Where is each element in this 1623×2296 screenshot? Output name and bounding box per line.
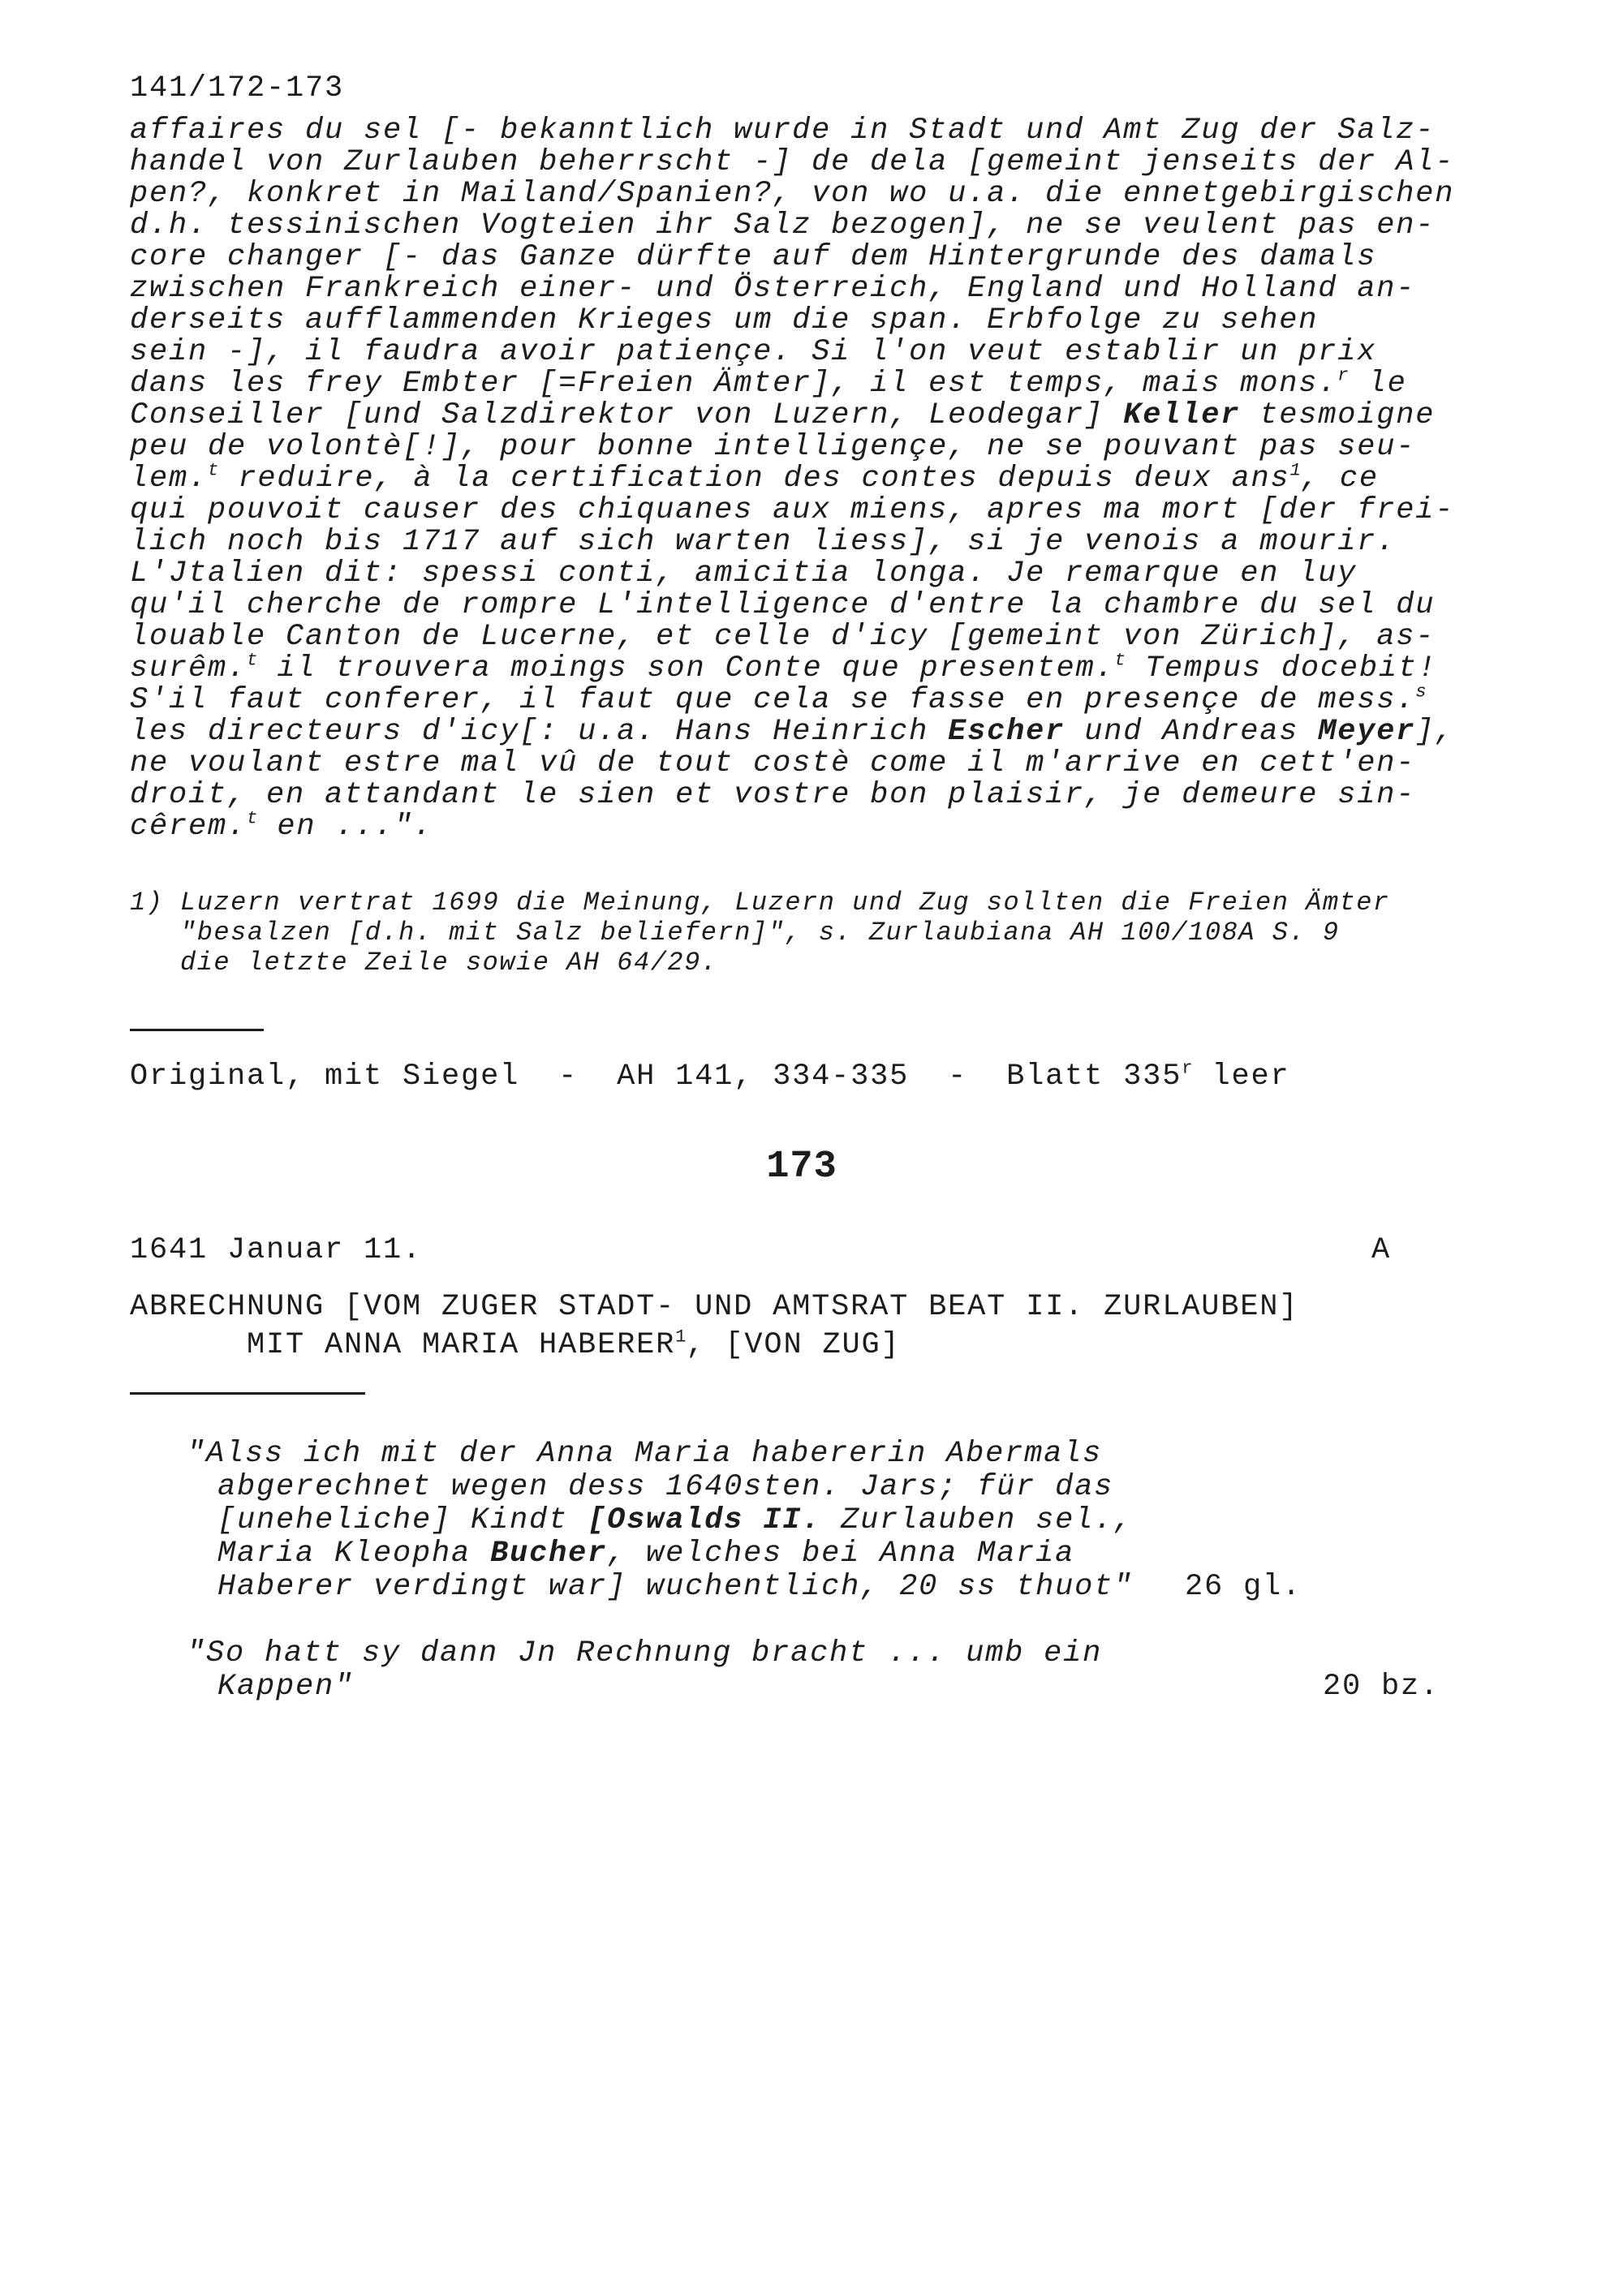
letter-transcription — [130, 115, 1454, 843]
text-segment: reduire, à la certification des contes depuis deux ans — [218, 462, 1290, 496]
text-line — [130, 1288, 1298, 1326]
text-line — [130, 1326, 1298, 1365]
superscript-text: t — [1114, 650, 1126, 671]
text-line — [130, 337, 1454, 368]
text-segment: handel von Zurlauben beherrscht -] de dela [gemeint jenseits der Al- — [130, 145, 1455, 179]
text-segment: "Alss ich mit der Anna Maria habererin Abermals — [187, 1437, 1103, 1471]
text-segment: Kappen" — [217, 1670, 355, 1704]
text-segment: ne voulant estre mal vû de tout costè come il m'arrive en cett'en- — [130, 746, 1416, 780]
account-quote-1 — [187, 1437, 1302, 1604]
text-line: "besalzen [d.h. mit Salz beliefern]", s. Zurlaubiana AH 100/108A S. 9 — [180, 918, 1340, 948]
text-line — [130, 716, 1454, 748]
account-quote-1-text — [187, 1438, 1133, 1604]
text-segment: qui pouvoit causer des chiquanes aux miens, apres ma mort [der frei- — [130, 493, 1455, 527]
text-segment: "So hatt sy dann Jn Rechnung bracht ... umb ein — [187, 1636, 1103, 1670]
text-line — [130, 115, 1454, 147]
text-line — [130, 432, 1454, 463]
entry-date-row — [130, 1233, 1391, 1267]
entry-title — [130, 1288, 1298, 1365]
superscript-text: t — [247, 808, 258, 829]
text-segment: d.h. tessinischen Vogteien ihr Salz bezogen], ne se veulent pas en- — [130, 209, 1436, 243]
text-line — [130, 273, 1454, 305]
text-line — [187, 1537, 1133, 1571]
text-segment: S'il faut conferer, il faut que cela se fasse en presençe de mess. — [130, 683, 1416, 717]
text-segment: Zurlauben sel., — [821, 1503, 1134, 1537]
text-segment: Haberer verdingt war] wuchentlich, 20 ss thuot" — [217, 1570, 1134, 1604]
text-line — [130, 558, 1454, 590]
source-reference-line — [130, 1060, 1290, 1094]
text-line — [187, 1471, 1133, 1504]
text-segment: lich noch bis 1717 auf sich warten liess], si je venois a mourir. — [130, 525, 1397, 559]
text-segment: MIT ANNA MARIA HABERER — [247, 1328, 676, 1362]
text-segment: zwischen Frankreich einer- und Österreich, England und Holland an- — [130, 272, 1416, 306]
text-segment: cêrem. — [130, 810, 248, 844]
bold-text: Keller — [1123, 398, 1241, 432]
text-segment: und Andreas — [1065, 715, 1319, 749]
text-line — [130, 495, 1454, 527]
text-line — [187, 1571, 1133, 1604]
text-line — [187, 1438, 1133, 1471]
text-line — [130, 681, 1454, 717]
text-segment: Tempus docebit! — [1125, 651, 1437, 686]
page-header-signature: 141/172-173 — [130, 71, 345, 105]
text-segment: surêm. — [130, 651, 248, 686]
text-line — [130, 808, 1454, 844]
text-segment: leer — [1192, 1060, 1290, 1094]
amount-value-1: 26 gl. — [1185, 1570, 1302, 1604]
text-segment: tesmoigne — [1240, 398, 1436, 432]
text-line — [130, 365, 1454, 401]
text-segment: peu de volontè[!], pour bonne intelligençe, ne se pouvant pas seu- — [130, 430, 1416, 464]
superscript-text: t — [208, 460, 219, 481]
text-segment: il trouvera moings son Conte que presentem. — [257, 651, 1115, 686]
text-segment: sein -], il faudra avoir patiençe. Si l'on veut establir un prix — [130, 335, 1377, 369]
footnote-text — [180, 888, 1390, 978]
text-line: Luzern vertrat 1699 die Meinung, Luzern und Zug sollten die Freien Ämter — [180, 888, 1390, 918]
bold-text: Escher — [948, 715, 1065, 749]
amount-value-2: 20 bz. — [1323, 1670, 1440, 1704]
text-segment: droit, en attandant le sien et vostre bon plaisir, je demeure sin- — [130, 778, 1416, 812]
superscript-text: 1 — [675, 1326, 687, 1348]
text-line — [130, 178, 1454, 210]
superscript-text: r — [1337, 365, 1349, 386]
entry-number-heading: 173 — [766, 1146, 837, 1189]
text-segment: abgerechnet wegen dess 1640sten. Jars; für das — [217, 1470, 1114, 1504]
text-segment: [uneheliche] Kindt — [217, 1503, 588, 1537]
text-line — [187, 1670, 1102, 1704]
text-segment: Conseiller [und Salzdirektor von Luzern, Leodegar] — [130, 398, 1124, 432]
text-segment: , ce — [1300, 462, 1379, 496]
text-segment: Maria Kleopha — [217, 1537, 491, 1571]
superscript-text: r — [1182, 1058, 1193, 1079]
divider-line — [130, 1029, 264, 1031]
text-line — [130, 400, 1454, 432]
text-line — [187, 1637, 1102, 1670]
bold-text: Bucher — [490, 1537, 608, 1571]
text-line — [130, 305, 1454, 337]
text-segment: les directeurs d'icy[: u.a. Hans Heinrich — [130, 715, 949, 749]
text-line: die letzte Zeile sowie AH 64/29. — [180, 948, 718, 978]
text-line — [130, 780, 1454, 811]
text-line — [130, 460, 1454, 496]
text-segment: , welches bei Anna Maria — [607, 1537, 1075, 1571]
text-segment: affaires du sel [- bekanntlich wurde in Stadt und Amt Zug der Salz- — [130, 114, 1436, 148]
text-line — [130, 527, 1454, 558]
superscript-text: t — [247, 650, 258, 671]
text-segment: louable Canton de Lucerne, et celle d'icy [gemeint von Zürich], as- — [130, 620, 1436, 654]
superscript-text: s — [1415, 681, 1427, 703]
footnote-marker: 1) — [130, 888, 164, 918]
text-segment: lem. — [130, 462, 209, 496]
text-line — [130, 748, 1454, 780]
text-segment: Original, mit Siegel - AH 141, 334-335 - Blatt 335 — [130, 1060, 1182, 1094]
text-segment: L'Jtalien dit: spessi conti, amicitia longa. Je remarque en luy — [130, 557, 1358, 591]
text-segment: core changer [- das Ganze dürfte auf dem Hintergrunde des damals — [130, 240, 1377, 274]
text-segment: qu'il cherche de rompre L'intelligence d'entre la chambre du sel du — [130, 588, 1436, 622]
text-line — [130, 147, 1454, 178]
footnote-block — [130, 888, 1390, 978]
bold-text: [Oswalds II. — [588, 1503, 822, 1537]
text-segment: le — [1348, 367, 1407, 401]
text-line — [130, 590, 1454, 621]
text-line — [130, 210, 1454, 242]
divider-line — [130, 1392, 365, 1395]
text-segment: en ...". — [257, 810, 433, 844]
text-segment: derseits aufflammenden Krieges um die span. Erbfolge zu sehen — [130, 303, 1319, 338]
text-line — [130, 621, 1454, 653]
text-segment: , [VON ZUG] — [686, 1328, 901, 1362]
text-line — [130, 650, 1454, 686]
entry-date: 1641 Januar 11. — [130, 1233, 423, 1267]
account-quote-2 — [187, 1636, 1440, 1704]
text-line — [130, 242, 1454, 273]
text-line — [187, 1504, 1133, 1537]
entry-series-letter: A — [1371, 1233, 1391, 1267]
bold-text: Meyer — [1318, 715, 1416, 749]
text-segment: ], — [1415, 715, 1455, 749]
superscript-text: 1 — [1289, 460, 1301, 481]
account-quote-2-text — [187, 1637, 1102, 1704]
text-segment: ABRECHNUNG [VOM ZUGER STADT- UND AMTSRAT BEAT II. ZURLAUBEN] — [130, 1290, 1299, 1324]
text-segment: pen?, konkret in Mailand/Spanien?, von wo u.a. die ennetgebirgischen — [130, 177, 1455, 211]
text-segment: dans les frey Embter [=Freien Ämter], il est temps, mais mons. — [130, 367, 1338, 401]
